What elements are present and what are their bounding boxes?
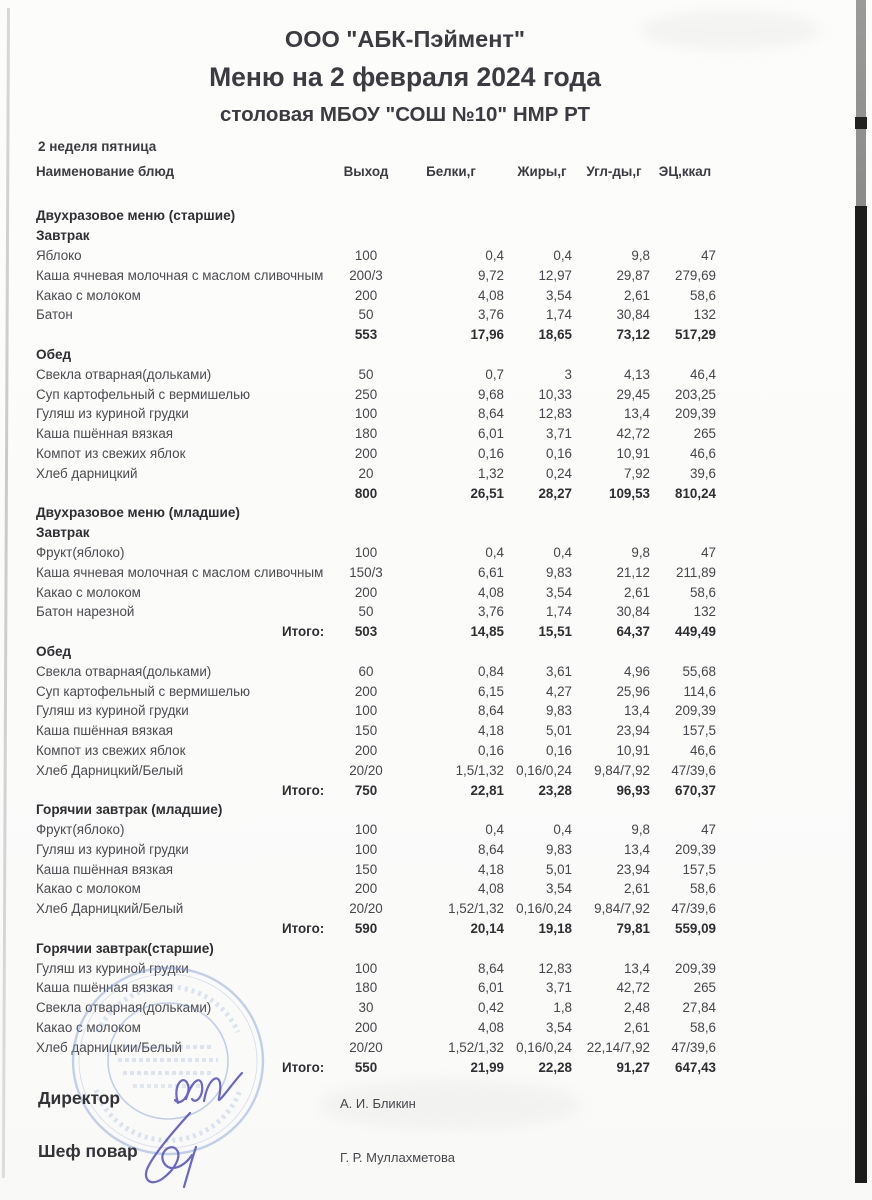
total-fat-value: 28,27 (538, 485, 572, 501)
total-protein-value: 22,81 (470, 782, 504, 798)
protein-value: 3,76 (477, 604, 504, 620)
energy-value: 47 (701, 247, 716, 263)
dish-row (36, 859, 726, 879)
dish-row (36, 404, 726, 424)
fat-value: 10,33 (538, 386, 572, 402)
fat-value: 0,16/0,24 (516, 901, 572, 917)
dish-row (36, 701, 726, 721)
output-value: 60 (358, 663, 374, 679)
protein-value: 6,15 (477, 683, 504, 699)
total-output-value: 590 (354, 921, 378, 937)
carbs-value: 25,96 (616, 683, 650, 699)
subsection-heading-row (36, 345, 726, 365)
section-heading-row (36, 800, 726, 820)
dish-name: Каша пшённая вязкая (36, 861, 174, 877)
carbs-value: 9,8 (631, 247, 650, 263)
fat-value: 3,71 (545, 980, 572, 996)
total-energy-value: 517,29 (675, 327, 716, 343)
dish-row (36, 741, 726, 761)
output-value: 180 (354, 980, 378, 996)
output-value: 200/3 (349, 267, 383, 283)
subsection-heading: Обед (36, 643, 72, 659)
dish-row (36, 721, 726, 741)
energy-value: 265 (693, 426, 716, 442)
total-carbs-value: 73,12 (616, 327, 650, 343)
protein-value: 4,18 (477, 723, 504, 739)
dish-name: Какао с молоком (36, 287, 141, 303)
energy-value: 132 (693, 307, 716, 323)
company-name: ООО "АБК-Пэймент" (284, 26, 526, 52)
paper-edge-line (2, 8, 10, 1178)
subsection-heading-row (36, 226, 726, 246)
output-value: 50 (358, 366, 374, 382)
menu-title: Меню на 2 февраля 2024 года (209, 62, 601, 92)
carbs-value: 13,4 (623, 960, 650, 976)
output-value: 20/20 (349, 901, 383, 917)
energy-value: 279,69 (675, 267, 716, 283)
dish-row (36, 998, 726, 1018)
carbs-value: 29,45 (616, 386, 650, 402)
carbs-value: 29,87 (616, 267, 650, 283)
fat-value: 0,4 (553, 822, 572, 838)
total-fat-value: 22,28 (538, 1059, 572, 1075)
column-header-carbs: Угл-ды,г (586, 163, 642, 179)
dish-row (36, 543, 726, 563)
protein-value: 1,5/1,32 (455, 762, 504, 778)
energy-value: 47 (701, 822, 716, 838)
carbs-value: 13,4 (623, 841, 650, 857)
carbs-value: 23,94 (616, 723, 650, 739)
dish-name: Компот из свежих яблок (36, 445, 186, 461)
protein-value: 0,42 (477, 1000, 504, 1016)
total-energy-value: 810,24 (675, 485, 716, 501)
fat-value: 0,16 (545, 742, 572, 758)
dish-row (36, 840, 726, 860)
dish-name: Какао с молоком (36, 584, 141, 600)
fat-value: 3,54 (545, 584, 572, 600)
energy-value: 132 (693, 604, 716, 620)
carbs-value: 2,48 (623, 1000, 650, 1016)
output-value: 150 (354, 861, 378, 877)
carbs-value: 2,61 (623, 584, 650, 600)
document-header (40, 22, 770, 132)
output-value: 200 (354, 445, 378, 461)
fat-value: 1,74 (545, 307, 572, 323)
director-signature-flourish (204, 1073, 242, 1101)
fat-value: 0,24 (545, 465, 572, 481)
fat-value: 5,01 (545, 861, 572, 877)
total-row (36, 919, 726, 939)
section-heading: Горячии завтрак(старшие) (36, 940, 214, 956)
carbs-value: 4,96 (623, 663, 650, 679)
chef-signature (146, 1113, 196, 1187)
subsection-heading: Обед (36, 346, 72, 362)
subsection-heading: Завтрак (36, 228, 90, 244)
carbs-value: 9,8 (631, 544, 650, 560)
section-heading: Двухразовое меню (старшие) (36, 208, 236, 224)
dish-name: Гуляш из куриной грудки (36, 703, 189, 719)
carbs-value: 42,72 (616, 980, 650, 996)
energy-value: 209,39 (675, 960, 716, 976)
total-fat-value: 23,28 (538, 782, 572, 798)
column-header-protein: Белки,г (426, 163, 476, 179)
protein-value: 6,01 (477, 980, 504, 996)
fat-value: 9,83 (545, 564, 572, 580)
dish-row (36, 582, 726, 602)
output-value: 100 (354, 822, 378, 838)
output-value: 100 (354, 841, 378, 857)
dish-row (36, 463, 726, 483)
total-energy-value: 647,43 (675, 1059, 716, 1075)
dish-row (36, 424, 726, 444)
energy-value: 58,6 (689, 1020, 716, 1036)
carbs-value: 2,61 (623, 881, 650, 897)
protein-value: 8,64 (477, 406, 504, 422)
energy-value: 58,6 (689, 287, 716, 303)
energy-value: 209,39 (675, 406, 716, 422)
table-column-header (36, 158, 726, 184)
protein-value: 3,76 (477, 307, 504, 323)
protein-value: 4,08 (477, 881, 504, 897)
carbs-value: 2,61 (623, 1020, 650, 1036)
protein-value: 1,52/1,32 (448, 1039, 504, 1055)
output-value: 150/3 (349, 564, 383, 580)
dish-row (36, 562, 726, 582)
subsection-heading-row (36, 642, 726, 662)
output-value: 150 (354, 723, 378, 739)
output-value: 200 (354, 881, 378, 897)
dish-name: Гуляш из куриной грудки (36, 841, 189, 857)
total-protein-value: 21,99 (470, 1059, 504, 1075)
fat-value: 12,97 (538, 267, 572, 283)
output-value: 250 (354, 386, 378, 402)
column-header-name: Наименование блюд (36, 163, 175, 179)
section-heading-row (36, 206, 726, 226)
section-heading: Горячии завтрак (младшие) (36, 802, 223, 818)
carbs-value: 30,84 (616, 604, 650, 620)
total-carbs-value: 109,53 (609, 485, 650, 501)
director-label: Директор (38, 1088, 121, 1108)
fat-value: 1,8 (553, 1000, 572, 1016)
dish-row (36, 879, 726, 899)
energy-value: 58,6 (689, 881, 716, 897)
fat-value: 3 (564, 366, 572, 382)
output-value: 50 (358, 604, 374, 620)
fat-value: 1,74 (545, 604, 572, 620)
protein-value: 0,4 (485, 822, 504, 838)
energy-value: 46,6 (689, 742, 716, 758)
subsection-heading-row (36, 523, 726, 543)
dish-name: Какао с молоком (36, 1020, 141, 1036)
output-value: 200 (354, 683, 378, 699)
protein-value: 8,64 (477, 960, 504, 976)
output-value: 50 (358, 307, 374, 323)
carbs-value: 10,91 (616, 742, 650, 758)
energy-value: 55,68 (682, 663, 716, 679)
total-label: Итого: (282, 624, 325, 640)
dish-name: Хлеб дарницкий (36, 465, 138, 481)
output-value: 20/20 (349, 1039, 383, 1055)
energy-value: 209,39 (675, 703, 716, 719)
fat-value: 4,27 (545, 683, 572, 699)
energy-value: 27,84 (682, 1000, 716, 1016)
dish-name: Гуляш из куриной грудки (36, 960, 189, 976)
total-label: Итого: (282, 921, 325, 937)
output-value: 100 (354, 247, 378, 263)
output-value: 200 (354, 742, 378, 758)
dish-row (36, 285, 726, 305)
energy-value: 47 (701, 544, 716, 560)
total-fat-value: 15,51 (538, 624, 572, 640)
dish-name: Батон (36, 307, 73, 323)
total-energy-value: 670,37 (675, 782, 716, 798)
total-carbs-value: 64,37 (616, 624, 650, 640)
output-value: 100 (354, 703, 378, 719)
chef-label: Шеф повар (38, 1141, 138, 1161)
total-carbs-value: 91,27 (616, 1059, 650, 1075)
energy-value: 114,6 (683, 683, 716, 699)
carbs-value: 21,12 (616, 564, 650, 580)
protein-value: 0,16 (477, 445, 504, 461)
energy-value: 58,6 (689, 584, 716, 600)
subsection-heading: Завтрак (36, 525, 90, 541)
fat-value: 3,61 (545, 663, 572, 679)
fat-value: 5,01 (545, 723, 572, 739)
carbs-value: 9,84/7,92 (594, 901, 650, 917)
dish-row (36, 820, 726, 840)
dish-name: Свекла отварная(дольками) (36, 366, 212, 382)
fat-value: 9,83 (545, 841, 572, 857)
total-output-value: 503 (354, 624, 378, 640)
carbs-value: 9,84/7,92 (594, 762, 650, 778)
protein-value: 0,4 (485, 544, 504, 560)
protein-value: 1,32 (477, 465, 504, 481)
dish-row (36, 1037, 726, 1057)
protein-value: 6,01 (477, 426, 504, 442)
fat-value: 3,54 (545, 1020, 572, 1036)
dish-row (36, 760, 726, 780)
section-heading: Двухразовое меню (младшие) (36, 505, 240, 521)
total-row (36, 483, 726, 503)
carbs-value: 42,72 (616, 426, 650, 442)
menu-table (36, 206, 726, 1077)
energy-value: 46,4 (689, 366, 716, 382)
total-energy-value: 449,49 (675, 624, 716, 640)
week-day-label: 2 неделя пятница (38, 139, 157, 154)
total-output-value: 550 (354, 1059, 378, 1075)
energy-value: 203,25 (675, 386, 716, 402)
carbs-value: 22,14/7,92 (586, 1039, 650, 1055)
dish-name: Компот из свежих яблок (36, 742, 186, 758)
director-name: А. И. Бликин (340, 1096, 416, 1111)
dish-name: Суп картофельный с вермишелью (36, 386, 251, 402)
output-value: 100 (354, 544, 378, 560)
total-label: Итого: (282, 782, 325, 798)
energy-value: 211,89 (676, 564, 716, 580)
dish-row (36, 602, 726, 622)
energy-value: 47/39,6 (671, 901, 716, 917)
dish-name: Хлеб дарницкии/Белый (36, 1039, 182, 1055)
total-fat-value: 18,65 (538, 327, 572, 343)
total-protein-value: 17,96 (470, 327, 504, 343)
output-value: 100 (354, 960, 378, 976)
dish-name: Свекла отварная(дольками) (36, 663, 212, 679)
dish-name: Хлеб Дарницкий/Белый (36, 762, 184, 778)
dish-row (36, 265, 726, 285)
protein-value: 0,7 (485, 366, 504, 382)
scan-stripe-top (856, 0, 866, 206)
protein-value: 6,61 (477, 564, 504, 580)
protein-value: 0,16 (477, 742, 504, 758)
director-signature (175, 1080, 202, 1103)
energy-value: 265 (693, 980, 716, 996)
carbs-value: 23,94 (616, 861, 650, 877)
carbs-value: 10,91 (616, 445, 650, 461)
dish-row (36, 978, 726, 998)
protein-value: 9,72 (477, 267, 504, 283)
fat-value: 12,83 (538, 406, 572, 422)
carbs-value: 30,84 (616, 307, 650, 323)
output-value: 200 (354, 287, 378, 303)
total-energy-value: 559,09 (675, 921, 716, 937)
dish-row (36, 444, 726, 464)
energy-value: 157,5 (682, 861, 716, 877)
dish-name: Яблоко (36, 247, 82, 263)
dish-row (36, 681, 726, 701)
fat-value: 3,71 (545, 426, 572, 442)
total-row (36, 780, 726, 800)
energy-value: 46,6 (689, 445, 716, 461)
dish-name: Фрукт(яблоко) (36, 544, 125, 560)
dish-name: Каша пшённая вязкая (36, 980, 174, 996)
energy-value: 39,6 (689, 465, 716, 481)
dish-name: Каша ячневая молочная с маслом сливочным (36, 564, 324, 580)
fat-value: 3,54 (545, 287, 572, 303)
total-output-value: 553 (354, 327, 378, 343)
output-value: 20/20 (349, 762, 383, 778)
total-carbs-value: 79,81 (616, 921, 650, 937)
total-protein-value: 20,14 (470, 921, 504, 937)
total-row (36, 325, 726, 345)
total-fat-value: 19,18 (538, 921, 572, 937)
column-header-energy: ЭЦ,ккал (658, 163, 712, 179)
dish-row (36, 246, 726, 266)
section-heading-row (36, 503, 726, 523)
carbs-value: 7,92 (623, 465, 650, 481)
fat-value: 3,54 (545, 881, 572, 897)
energy-value: 157,5 (682, 723, 716, 739)
output-value: 30 (358, 1000, 374, 1016)
dish-name: Гуляш из куриной грудки (36, 406, 189, 422)
dish-row (36, 661, 726, 681)
total-output-value: 800 (354, 485, 378, 501)
output-value: 180 (354, 426, 378, 442)
dish-name: Каша ячневая молочная с маслом сливочным (36, 267, 324, 283)
energy-value: 47/39,6 (671, 1039, 716, 1055)
fat-value: 9,83 (545, 703, 572, 719)
fat-value: 12,83 (538, 960, 572, 976)
column-header-output: Выход (343, 163, 389, 179)
output-value: 200 (354, 1020, 378, 1036)
dish-name: Каша пшённая вязкая (36, 426, 174, 442)
dish-row (36, 899, 726, 919)
dish-row (36, 1018, 726, 1038)
dish-name: Батон нарезной (36, 604, 135, 620)
scan-stripe-mark (855, 117, 867, 129)
dish-name: Хлеб Дарницкий/Белый (36, 901, 184, 917)
protein-value: 1,52/1,32 (448, 901, 504, 917)
canteen-name: столовая МБОУ "СОШ №10" НМР РТ (219, 103, 591, 126)
carbs-value: 13,4 (623, 703, 650, 719)
total-output-value: 750 (354, 782, 378, 798)
dish-name: Суп картофельный с вермишелью (36, 683, 251, 699)
dish-row (36, 958, 726, 978)
total-protein-value: 26,51 (470, 485, 504, 501)
fat-value: 0,4 (553, 247, 572, 263)
protein-value: 4,08 (477, 584, 504, 600)
carbs-value: 4,13 (623, 366, 650, 382)
protein-value: 8,64 (477, 841, 504, 857)
total-carbs-value: 96,93 (616, 782, 650, 798)
output-value: 100 (354, 406, 378, 422)
fat-value: 0,4 (553, 544, 572, 560)
total-row (36, 1057, 726, 1077)
energy-value: 209,39 (675, 841, 716, 857)
output-value: 200 (354, 584, 378, 600)
energy-value: 47/39,6 (671, 762, 716, 778)
carbs-value: 9,8 (631, 822, 650, 838)
protein-value: 0,84 (477, 663, 504, 679)
dish-name: Каша пшённая вязкая (36, 723, 174, 739)
fat-value: 0,16/0,24 (516, 1039, 572, 1055)
carbs-value: 2,61 (623, 287, 650, 303)
total-label: Итого: (282, 1059, 325, 1075)
protein-value: 0,4 (485, 247, 504, 263)
dish-name: Какао с молоком (36, 881, 141, 897)
column-header-fat: Жиры,г (517, 163, 567, 179)
dish-row (36, 384, 726, 404)
dish-row (36, 364, 726, 384)
protein-value: 4,08 (477, 1020, 504, 1036)
dish-name: Свекла отварная(дольками) (36, 1000, 212, 1016)
chef-name: Г. Р. Муллахметова (340, 1150, 455, 1165)
protein-value: 8,64 (477, 703, 504, 719)
protein-value: 9,68 (477, 386, 504, 402)
protein-value: 4,08 (477, 287, 504, 303)
total-protein-value: 14,85 (470, 624, 504, 640)
protein-value: 4,18 (477, 861, 504, 877)
section-heading-row (36, 938, 726, 958)
fat-value: 0,16/0,24 (516, 762, 572, 778)
total-row (36, 622, 726, 642)
dish-name: Фрукт(яблоко) (36, 822, 125, 838)
dish-row (36, 305, 726, 325)
carbs-value: 13,4 (623, 406, 650, 422)
scan-stripe-bottom (855, 206, 867, 1183)
output-value: 20 (358, 465, 374, 481)
fat-value: 0,16 (545, 445, 572, 461)
